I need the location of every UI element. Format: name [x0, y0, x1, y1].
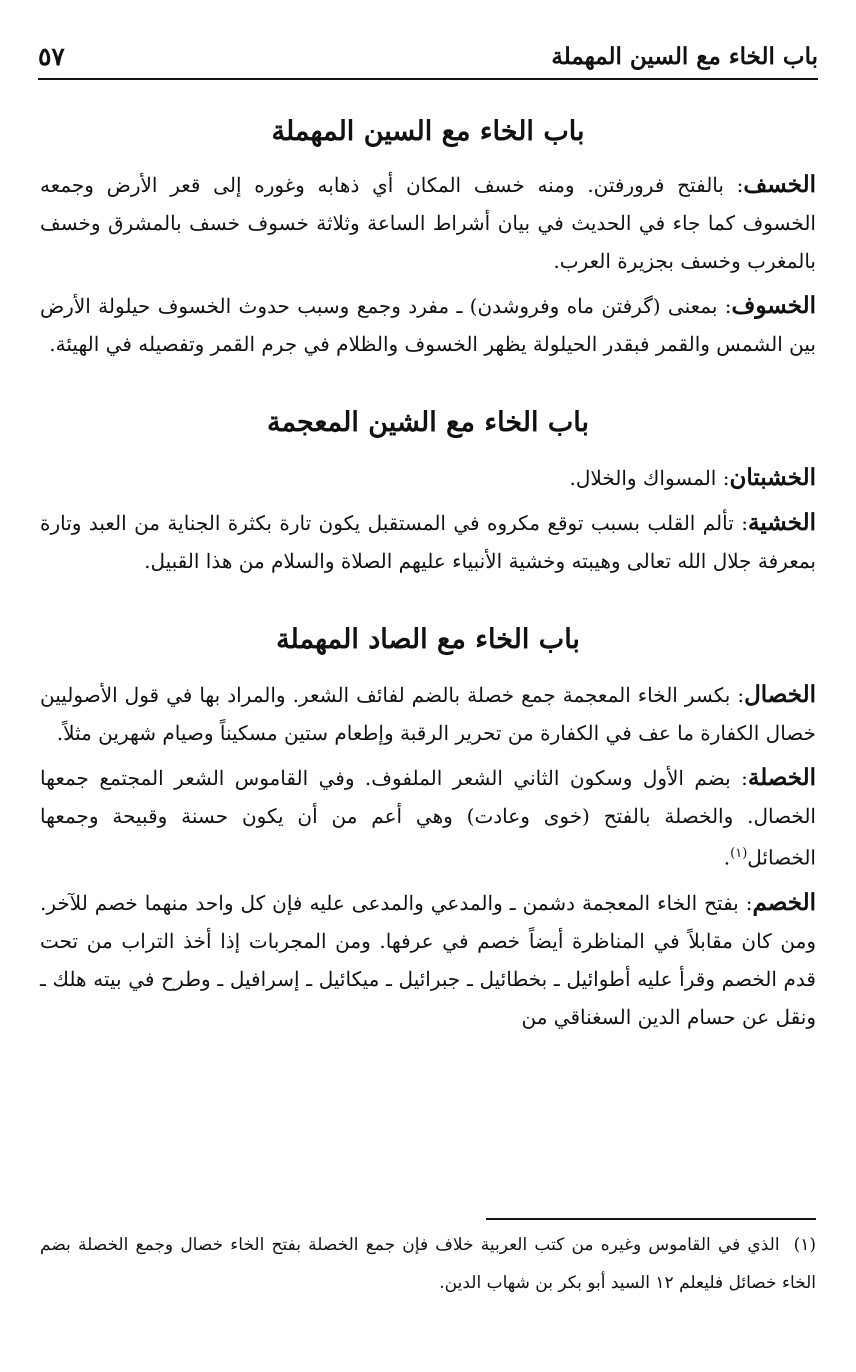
entry-definition: : المسواك والخلال. [569, 466, 730, 490]
entry-definition: : بمعنى (گرفتن ماه وفروشدن) ـ مفرد وجمع وسبب حدوث الخسوف حيلولة الأرض بين الشمس والقمر فبقدر الحيلولة يظهر الخسوف والظلام في جرم القمر وتفصيله في الهيئة. [40, 294, 816, 356]
footnote-marker: (١) [793, 1235, 816, 1255]
page-number: ٥٧ [38, 41, 65, 71]
entry-term: الخصم [752, 888, 816, 916]
entry-term: الخصلة [747, 764, 816, 791]
running-head-title: باب الخاء مع السين المهملة [551, 42, 818, 70]
dictionary-entry [40, 504, 816, 580]
footnote [40, 1226, 816, 1302]
entry-definition: : بكسر الخاء المعجمة جمع خصلة بالضم لفائف الشعر. والمراد بها في قول الأصوليين خصال الكفارة ما عف في الكفارة من تحرير الرقبة وإطعام ستين مسكيناً وصيام شهرين مثلاً. [40, 683, 816, 745]
page-body [40, 82, 816, 1043]
section-heading: باب الخاء مع الصاد المهملة [276, 624, 580, 655]
entry-definition: : بضم الأول وسكون الثاني الشعر الملفوف. وفي القاموس الشعر المجتمع جمعها الخصال. والخصلة بالفتح (خوى وعادت) وهي أعم من أن يكون حسنة وقبيحة وجمعها الخصائل [40, 766, 816, 870]
entry-definition: : بفتح الخاء المعجمة دشمن ـ والمدعي والمدعى عليه فإن كل واحد منهما خصم للآخر. ومن كان مقابلاً في المناظرة أيضاً خصم في عرفها. ومن المجربات إذا أخذ التراب من تحت قدم الخصم وقرأ عليه أطوائيل ـ بخطائيل ـ جبرائيل ـ ميكائيل ـ إسرافيل ـ وطرح في بيته هلك ـ ونقل عن حسام الدين السغناقي من [40, 890, 816, 1029]
dictionary-entry [40, 459, 816, 497]
entry-term: الخسوف [731, 292, 816, 319]
footnote-text: الذي في القاموس وغيره من كتب العربية خلاف فإن جمع الخصلة بفتح الخاء خصال وجمع الخصلة بضم الخاء خصائل فليعلم ١٢ السيد أبو بكر بن شهاب الدين. [40, 1235, 816, 1293]
footnote-separator [486, 1218, 816, 1220]
entry-term: الخصال [744, 681, 816, 708]
entry-tail: . [723, 845, 731, 870]
entry-term: الخسف [743, 171, 816, 198]
dictionary-entry [40, 166, 816, 280]
entry-term: الخشية [747, 509, 817, 536]
footnote-reference: (١) [730, 846, 748, 861]
dictionary-entry [40, 759, 816, 877]
dictionary-entry [40, 884, 816, 1036]
entry-definition: : تألم القلب بسبب توقع مكروه في المستقبل يكون تارة بكثرة الجناية من العبد وتارة بمعرفة جلال الله تعالى وهيبته وخشية الأنبياء عليهم الصلاة والسلام من هذا القبيل. [40, 511, 816, 573]
entry-term: الخشبتان [729, 464, 816, 491]
dictionary-entry [40, 676, 816, 752]
running-head [38, 34, 818, 80]
entry-definition: : بالفتح فرورفتن. ومنه خسف المكان أي ذهابه وغوره إلى قعر الأرض وجمعه الخسوف كما جاء في الحديث في بيان أشراط الساعة وثلاثة خسوف خسف بالمشرق وخسف بالمغرب وخسف بجزيرة العرب. [40, 173, 816, 273]
section-heading: باب الخاء مع السين المهملة [271, 116, 585, 147]
section-heading: باب الخاء مع الشين المعجمة [266, 407, 590, 438]
dictionary-entry [40, 287, 816, 363]
